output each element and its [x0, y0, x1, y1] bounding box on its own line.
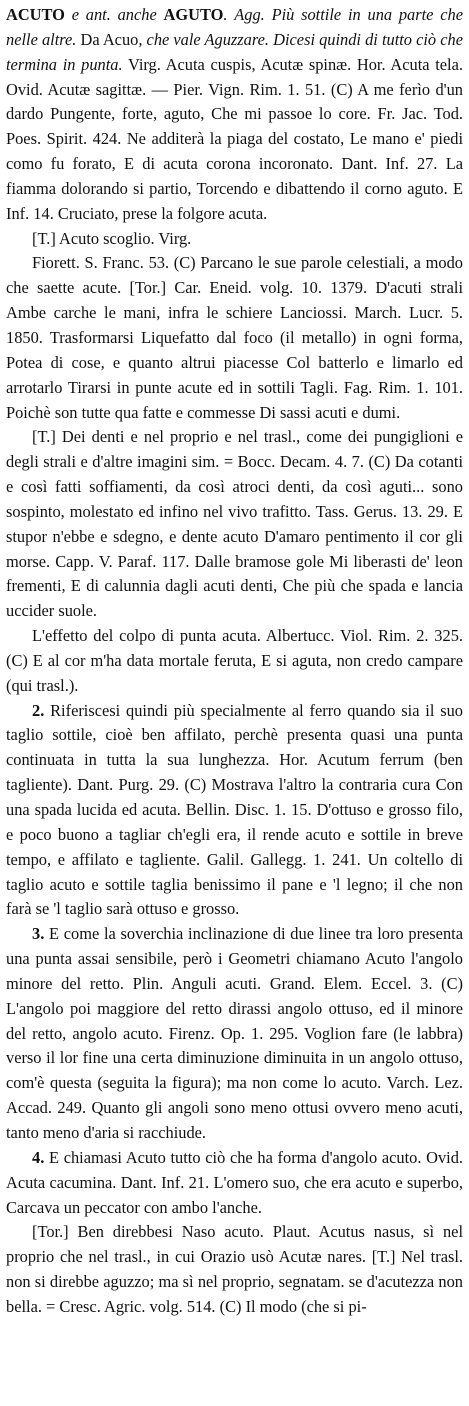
headword: ACUTO: [6, 5, 65, 24]
sense-3: [6, 922, 463, 1146]
paragraph-text: Fiorett. S. Franc. 53. (C) Parcano le sue parole celestiali, a modo che saette acute. [Tor.] Car. Eneid. volg. 10. 1379. D'acuti strali Ambe carche le mani, infra le schiere Lanciossi. March. Lucr. 5. 1850. Trasformarsi Liquefatto dal foco (il metallo) in ogni forma, Potea di cose, e quanto altrui piacesse Col batterlo e limarlo ed arrotarlo Tirarsi in punte acute ed in sottili Tagli. Fag. Rim. 1. 101. Poichè son tutte qua fatte e commesse Di sassi acuti e dumi.: [6, 253, 463, 422]
paragraph-8: [6, 1220, 463, 1319]
paragraph-tag: [Tor.]: [32, 1222, 69, 1242]
paragraph-text: Riferiscesi quindi più specialmente al ferro quando sia il suo taglio sottile, cioè ben affilato, perchè presenta quasi una punta continuata in tutta la sua lunghezza. Hor. Acutum ferrum (ben tagliente). Dant. Purg. 29. (C) Mostrava l'altro la contraria cura Con una spada lucida ed acuta. Bellin. Disc. 1. 15. D'ottuso e grosso filo, e poco buono a tagliar ch'egli era, il rende acuto e sottile in breve tempo, e affilato e tagliente. Galil. Gallegg. 1. 241. Un coltello di taglio acuto e sottile taglia benissimo il pane e 'l legno; il che non farà se 'l taglio sarà ottuso e grosso.: [6, 700, 463, 919]
paragraph-text: E come la soverchia inclinazione di due linee tra loro presenta una punta assai sensibile, però i Geometri chiamano Acuto l'angolo minore del retto. Plin. Anguli acuti. Grand. Elem. Eccel. 3. (C) L'angolo poi maggiore del retto dirassi angolo ottuso, ed il minore del retto, angolo acuto. Firenz. Op. 1. 295. Voglion fare (le labbra) verso il lor fine una certa diminuzione diminuita in un angolo ottuso, com'è questa (seguita la figura); ma non come lo acuto. Varch. Lez. Accad. 249. Quanto gli angoli sono meno ottusi ovvero meno acuti, tanto meno d'aria si racchiude.: [6, 924, 463, 1142]
sense-number: 4.: [32, 1147, 45, 1167]
headword-variants-label: e ant. anche: [71, 5, 157, 24]
paragraph-tag: [T.]: [32, 427, 56, 447]
paragraph-2: [6, 251, 463, 425]
etymology-prefix: Da: [80, 29, 100, 49]
definition-main: Più sottile in una parte che nelle altre.: [6, 5, 463, 49]
entry-citations: Virg. Acuta cuspis, Acutæ spinæ. Hor. Acuta tela. Ovid. Acutæ sagittæ. — Pier. Vign. Rim. 1. 51. (C) A me ferìo d'un dardo Pungente, forte, aguto, Che mi passoe lo core. Fr. Jac. Tod. Poes. Spirit. 424. Ne additerà la piaga del costato, Le mano e' piedi como fu forato, E di acuta corona incoronato. Dant. Inf. 27. La fiamma dolorando si partio, Torcendo e dibattendo il corno aguto. E Inf. 14. Cruciato, prese la folgore acuta.: [6, 54, 463, 223]
entry-header: ACUTO e ant. anche AGUTO. Agg. Più sottile in una parte che nelle altre. Da Acuo, che vale Aguzzare. Dicesi quindi di tutto ciò che termina in punta. Virg. Acuta cuspis, Acutæ spinæ. Hor. Acuta tela. Ovid. Acutæ sagittæ. — Pier. Vign. Rim. 1. 51. (C) A me ferìo d'un dardo Pungente, forte, aguto, Che mi passoe lo core. Fr. Jac. Tod. Poes. Spirit. 424. Ne additerà la piaga del costato, Le mano e' piedi como fu forato, E di acuta corona incoronato. Dant. Inf. 27. La fiamma dolorando si partio, Torcendo e dibattendo il corno aguto. E Inf. 14. Cruciato, prese la folgore acuta.: [6, 5, 463, 223]
headword-variant: AGUTO: [163, 5, 224, 24]
paragraph-text: E chiamasi Acuto tutto ciò che ha forma d'angolo acuto. Ovid. Acuta cacumina. Dant. Inf. 21. L'omero suo, che era acuto e superbo, Carcava un peccator con ambo l'anche.: [6, 1147, 463, 1217]
etymology-word: Acuo: [102, 29, 139, 49]
etymology-gloss: , che vale Aguzzare.: [138, 29, 270, 49]
sense-2: [6, 699, 463, 923]
part-of-speech: Agg.: [234, 5, 265, 24]
paragraph-text: Ben direbbesi Naso acuto. Plaut. Acutus nasus, sì nel proprio che nel trasl., in cui Orazio usò Acutæ nares. [T.] Nel trasl. non si direbbe aguzzo; ma sì nel proprio, segnatam. se d'acutezza non bella. = Cresc. Agric. volg. 514. (C) Il modo (che si pi-: [6, 1222, 463, 1316]
definition-secondary: Dicesi quindi di tutto ciò che termina in punta.: [6, 29, 463, 74]
paragraph-text: Dei denti e nel proprio e nel trasl., come dei pungiglioni e degli strali e d'altre imagini sim. = Bocc. Decam. 4. 7. (C) Da cotanti e così fatti soffiamenti, da così atroci denti, da così aguti... sono sospinto, molestato ed infino nel vivo trafitto. Tass. Gerus. 13. 29. E stupor n'ebbe e sdegno, e dente acuto D'amaro pentimento il cor gli morse. Capp. V. Paraf. 117. Dalle bramose gole Mi liberasti de' leon frementi, E di calunnia dagli acuti denti, Che più che spada e lancia uccider suole.: [6, 427, 463, 621]
paragraph-1: [6, 227, 463, 252]
paragraph-text: L'effetto del colpo di punta acuta. Albertucc. Viol. Rim. 2. 325. (C) E al cor m'ha data mortale feruta, E si aguta, non credo campare (qui trasl.).: [6, 626, 463, 695]
sense-number: 3.: [32, 924, 45, 944]
paragraph-text: Acuto scoglio. Virg.: [59, 228, 192, 248]
sense-number: 2.: [32, 700, 45, 720]
sense-4: [6, 1146, 463, 1221]
paragraph-4: [6, 624, 463, 699]
paragraph-3: [6, 425, 463, 624]
paragraph-tag: [T.]: [32, 228, 56, 248]
